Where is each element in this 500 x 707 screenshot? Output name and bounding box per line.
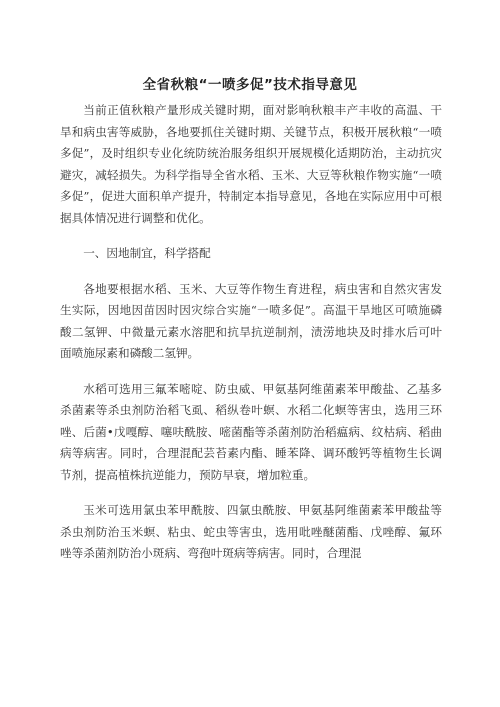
document-body [60, 100, 442, 579]
body-paragraph: 各地要根据水稻、玉米、大豆等作物生育进程，病虫害和自然灾害发生实际，因地因苗因时因灾综合实施“一喷多促”。高温干旱地区可喷施磷酸二氢钾、中微量元素水溶肥和抗旱抗逆制剂，渍涝地块及时排水后可叶面喷施尿素和磷酸二氢钾。 [60, 281, 442, 360]
body-paragraph: 水稻可选用三氟苯嘧啶、防虫威、甲氨基阿维菌素苯甲酸盐、乙基多杀菌素等杀虫剂防治稻飞虱、稻纵卷叶螟、水稻二化螟等害虫，选用三环唑、后菌•戊嘎醇、噻呋酰胺、嘧菌酯等杀菌剂防治稻瘟病、纹枯病、稻曲病等病害。同时，合理混配芸苔素内酯、睡苯降、调环酸钙等植物生长调节剂，提高植株抗逆能力，预防早衰，增加粒重。 [60, 381, 442, 482]
section-heading: 一、因地制宜，科学搭配 [83, 246, 211, 260]
body-paragraph: 玉米可选用氯虫苯甲酰胺、四氯虫酰胺、甲氨基阿维菌素苯甲酸盐等杀虫剂防治玉米螟、粘虫、蛇虫等害虫，选用吡唑醚菌酯、戊唑醇、氟环唑等杀菌剂防治小斑病、弯孢叶斑病等病害。同时，合理混 [60, 503, 442, 560]
document-title: 全省秋粮“一喷多促”技术指导意见 [142, 77, 358, 93]
intro-paragraph: 当前正值秋粮产量形成关键时期，面对影响秋粮丰产丰收的高温、干旱和病虫害等威胁，各地要抓住关键时期、关键节点，积极开展秋粮“一喷多促”，及时组织专业化统防统治服务组织开展规模化适期防治，主动抗灾避灾，减轻损失。为科学指导全省水稻、玉米、大豆等秋粮作物实施“一喷多促”，促进大面积单产提升，特制定本指导意见，各地在实际应用中可根据具体情况进行调整和优化。 [60, 103, 442, 225]
